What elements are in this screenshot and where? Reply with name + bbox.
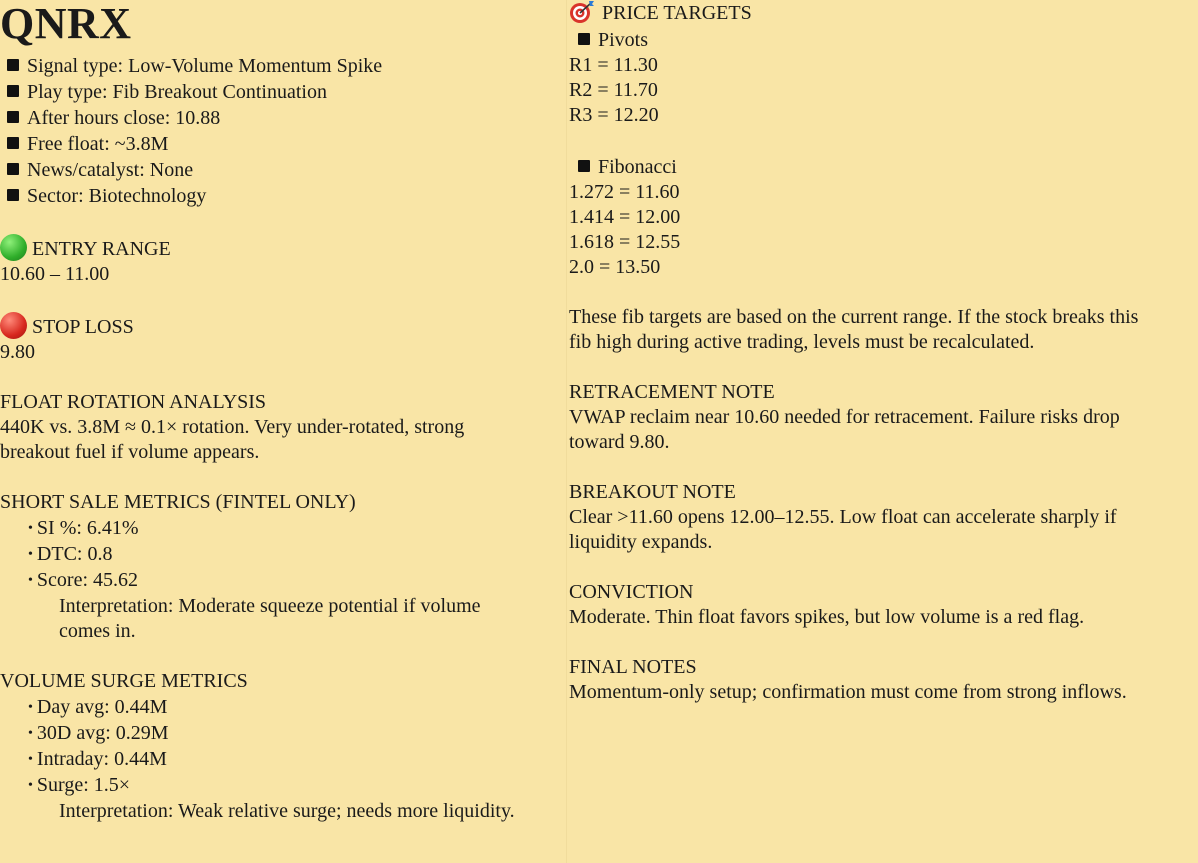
float-rotation-title: FLOAT ROTATION ANALYSIS bbox=[0, 391, 267, 413]
final-notes-title: FINAL NOTES bbox=[569, 656, 697, 678]
pivots-heading: Pivots bbox=[569, 28, 1194, 53]
breakout-section: BREAKOUT NOTE Clear >11.60 opens 12.00–12.55. Low float can accelerate sharply if liquidity expands. bbox=[569, 480, 1194, 555]
conviction-section: CONVICTION Moderate. Thin float favors spikes, but low volume is a red flag. bbox=[569, 580, 1194, 630]
black-square-icon bbox=[7, 137, 19, 149]
list-item: • SI %: 6.41% bbox=[28, 517, 139, 539]
conviction-title: CONVICTION bbox=[569, 581, 694, 603]
ticker-title: QNRX bbox=[0, 0, 132, 48]
fib-value: 2.0 = 13.50 bbox=[569, 256, 661, 278]
list-item: Sector: Biotechnology bbox=[0, 184, 566, 209]
black-square-icon bbox=[7, 85, 19, 97]
list-item: • Score: 45.62 bbox=[28, 569, 138, 591]
float-rotation-text: breakout fuel if volume appears. bbox=[0, 441, 260, 463]
short-sale-section bbox=[0, 490, 566, 644]
list-item: Free float: ~3.8M bbox=[0, 132, 566, 157]
red-circle-icon bbox=[0, 312, 27, 339]
fib-value: 1.414 = 12.00 bbox=[569, 206, 681, 228]
price-targets-title: PRICE TARGETS bbox=[602, 2, 752, 24]
list-item: • 30D avg: 0.29M bbox=[28, 722, 169, 744]
left-column bbox=[0, 0, 566, 824]
fib-value: 1.618 = 12.55 bbox=[569, 231, 681, 253]
pivot-value: R2 = 11.70 bbox=[569, 79, 658, 101]
list-item: • Day avg: 0.44M bbox=[28, 696, 168, 718]
list-item: • DTC: 0.8 bbox=[28, 543, 113, 565]
pivot-value: R1 = 11.30 bbox=[569, 54, 658, 76]
volume-title: VOLUME SURGE METRICS bbox=[0, 670, 248, 692]
black-square-icon bbox=[7, 111, 19, 123]
breakout-title: BREAKOUT NOTE bbox=[569, 481, 736, 503]
list-item: Play type: Fib Breakout Continuation bbox=[0, 80, 566, 105]
black-square-icon bbox=[578, 160, 590, 172]
float-rotation-text: 440K vs. 3.8M ≈ 0.1× rotation. Very under-rotated, strong bbox=[0, 416, 465, 438]
retracement-section: RETRACEMENT NOTE VWAP reclaim near 10.60 needed for retracement. Failure risks drop toward 9.80. bbox=[569, 380, 1194, 455]
list-item: • Surge: 1.5× bbox=[28, 774, 131, 796]
dart-target-icon bbox=[569, 0, 595, 24]
black-square-icon bbox=[7, 163, 19, 175]
stop-title: STOP LOSS bbox=[32, 316, 134, 338]
short-sale-interpretation: comes in. bbox=[59, 620, 136, 642]
entry-title: ENTRY RANGE bbox=[32, 238, 171, 260]
overview-list bbox=[0, 54, 566, 209]
short-sale-interpretation: Interpretation: Moderate squeeze potential if volume bbox=[59, 595, 481, 617]
float-rotation-section bbox=[0, 390, 566, 465]
green-circle-icon bbox=[0, 234, 27, 261]
list-item: After hours close: 10.88 bbox=[0, 106, 566, 131]
list-item: News/catalyst: None bbox=[0, 158, 566, 183]
fib-note: These fib targets are based on the current range. If the stock breaks this fib high during active trading, levels must be recalculated. bbox=[569, 306, 1139, 353]
fib-heading: Fibonacci bbox=[569, 155, 1194, 180]
black-square-icon bbox=[7, 59, 19, 71]
list-item: Signal type: Low-Volume Momentum Spike bbox=[0, 54, 566, 79]
retracement-title: RETRACEMENT NOTE bbox=[569, 381, 775, 403]
entry-value: 10.60 – 11.00 bbox=[0, 263, 110, 285]
black-square-icon bbox=[7, 189, 19, 201]
stop-section bbox=[0, 312, 566, 365]
list-item: • Intraday: 0.44M bbox=[28, 748, 167, 770]
right-column bbox=[569, 0, 1194, 705]
entry-section bbox=[0, 234, 566, 287]
pivot-value: R3 = 12.20 bbox=[569, 104, 659, 126]
volume-section bbox=[0, 669, 566, 824]
final-notes-section: FINAL NOTES Momentum-only setup; confirmation must come from strong inflows. bbox=[569, 655, 1194, 705]
column-divider bbox=[566, 0, 567, 863]
short-sale-title: SHORT SALE METRICS (FINTEL ONLY) bbox=[0, 491, 356, 513]
price-targets-heading bbox=[569, 0, 1194, 26]
black-square-icon bbox=[578, 33, 590, 45]
fib-value: 1.272 = 11.60 bbox=[569, 181, 680, 203]
stop-value: 9.80 bbox=[0, 341, 35, 363]
volume-interpretation: Interpretation: Weak relative surge; needs more liquidity. bbox=[59, 800, 515, 822]
